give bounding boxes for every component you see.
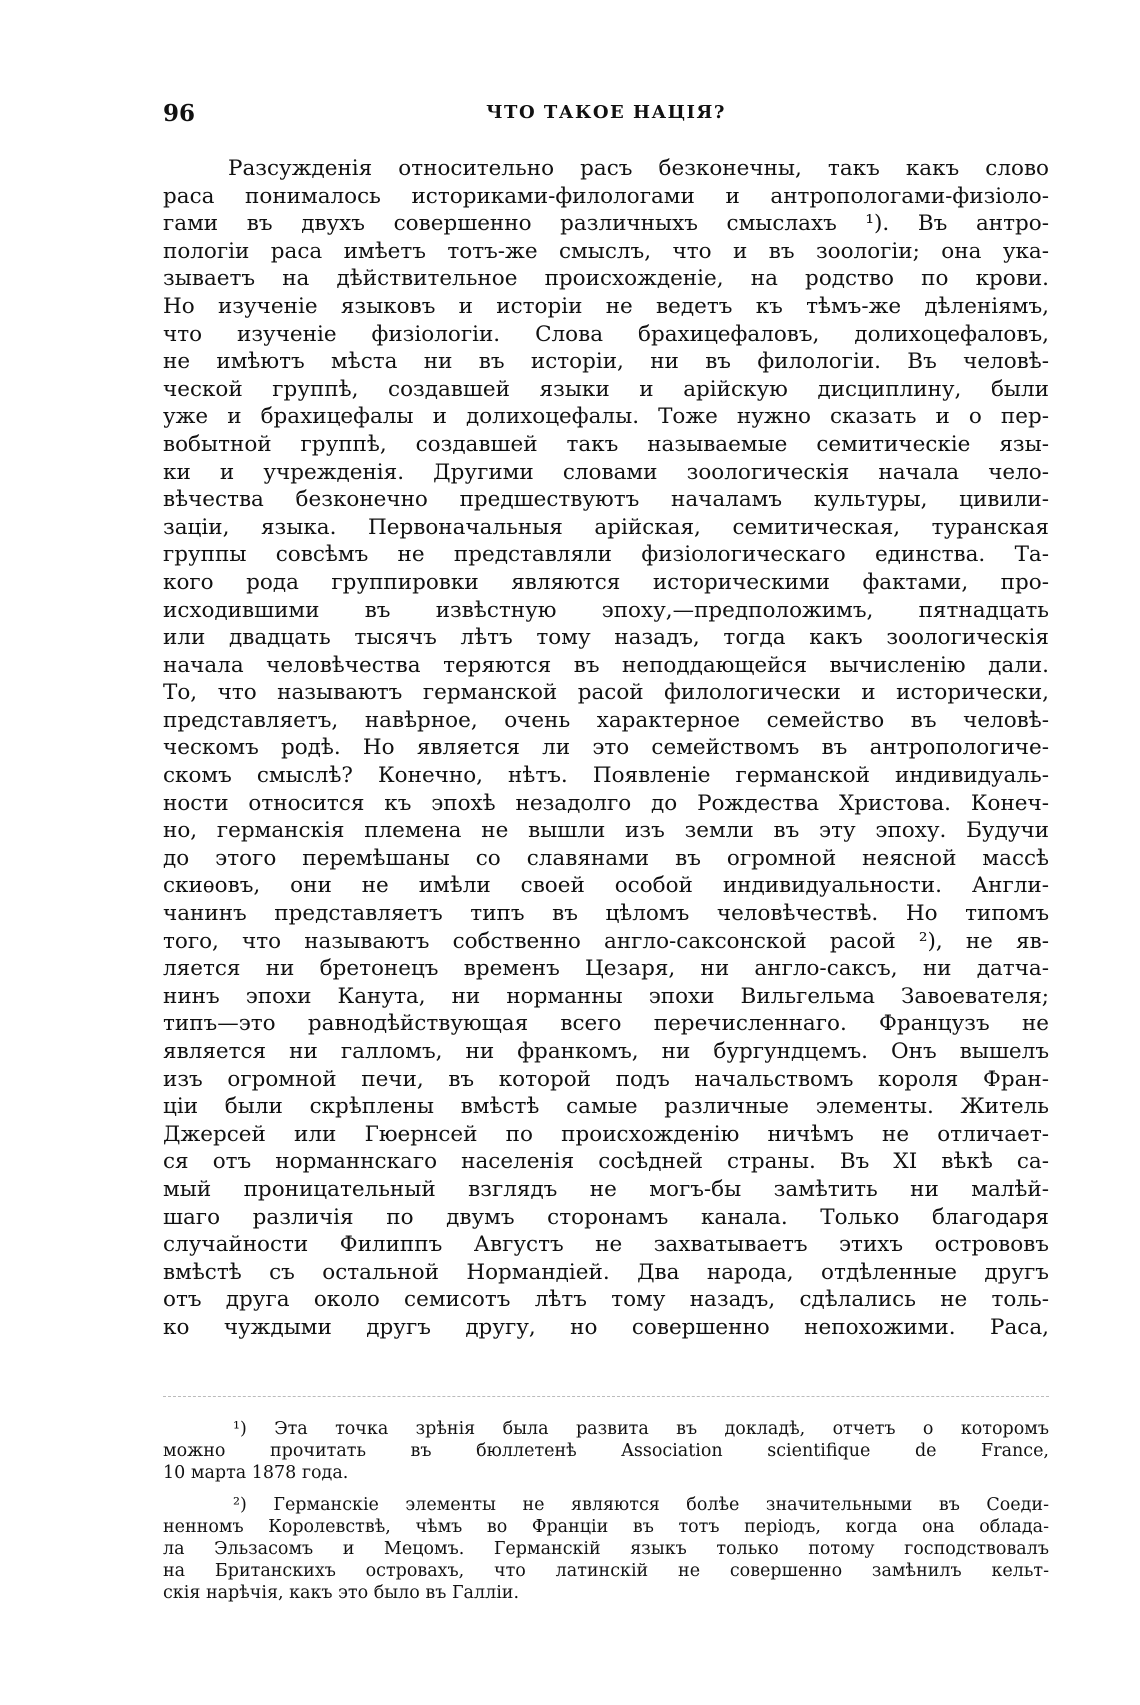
text-line: группы совсѣмъ не представляли физіологическаго единства. Та- (163, 542, 1049, 568)
footnote-divider (163, 1396, 1049, 1397)
text-line: исходившими въ извѣстную эпоху,—предположимъ, пятнадцать (163, 597, 1049, 623)
text-line: заціи, языка. Первоначальныя арійская, семитическая, туранская (163, 514, 1049, 540)
text-line: ко чуждыми другъ другу, но совершенно непохожими. Раса, (163, 1314, 1049, 1340)
text-line: зываетъ на дѣйствительное происхожденіе, на родство по крови. (163, 266, 1049, 292)
footnote-line: можно прочитать въ бюллетенѣ Association scientifique de France, (163, 1441, 1049, 1461)
text-line: случайности Филиппъ Августъ не захватываетъ этихъ острововъ (163, 1232, 1049, 1258)
text-line: вѣчества безконечно предшествуютъ началамъ культуры, цивили- (163, 487, 1049, 513)
page-header (163, 100, 1049, 134)
footnote-line: ла Эльзасомъ и Мецомъ. Германскій языкъ только потому господствовалъ (163, 1539, 1049, 1559)
text-line: того, что называютъ собственно англо-саксонской расой ²), не яв- (163, 928, 1049, 954)
text-line: ся отъ норманнскаго населенія сосѣдней страны. Въ XI вѣкѣ са- (163, 1149, 1049, 1175)
text-line: Джерсей или Гюернсей по происхожденію ничѣмъ не отличает- (163, 1121, 1049, 1147)
text-line: или двадцать тысячъ лѣтъ тому назадъ, тогда какъ зоологическія (163, 625, 1049, 651)
text-line: изъ огромной печи, въ которой подъ начальствомъ короля Фран- (163, 1066, 1049, 1092)
footnote-line: ¹) Эта точка зрѣнія была развита въ докладѣ, отчетъ о которомъ (233, 1419, 1049, 1439)
text-line: скомъ смыслѣ? Конечно, нѣтъ. Появленіе германской индивидуаль- (163, 763, 1049, 789)
text-line: является ни галломъ, ни франкомъ, ни бургундцемъ. Онъ вышелъ (163, 1039, 1049, 1064)
footnote-line: на Британскихъ островахъ, что латинскій не совершенно замѣнилъ кельт- (163, 1561, 1049, 1581)
footnote-line: 10 марта 1878 года. (163, 1463, 349, 1483)
footnote-line: ненномъ Королевствѣ, чѣмъ во Франціи въ тотъ періодъ, когда она облада- (163, 1517, 1049, 1537)
text-line: То, что называютъ германской расой филологически и исторически, (163, 680, 1049, 706)
text-line: не имѣютъ мѣста ни въ исторіи, ни въ филологіи. Въ человѣ- (163, 349, 1049, 375)
text-line: начала человѣчества теряются въ неподдающейся вычисленію дали. (163, 652, 1049, 678)
footnote-2 (163, 1494, 1049, 1604)
text-line: вмѣстѣ съ остальной Нормандіей. Два народа, отдѣленные другъ (163, 1259, 1049, 1285)
text-line: уже и брахицефалы и долихоцефалы. Тоже нужно сказать и о пер- (163, 404, 1049, 430)
text-line: вобытной группѣ, создавшей такъ называемые семитическіе язы- (163, 431, 1049, 457)
text-line: но, германскія племена не вышли изъ земли въ эту эпоху. Будучи (163, 818, 1049, 844)
text-line: кого рода группировки являются историческими фактами, про- (163, 569, 1049, 595)
body-text (163, 155, 1049, 1342)
text-line: ки и учрежденія. Другими словами зоологическія начала чело- (163, 459, 1049, 485)
text-line: скиѳовъ, они не имѣли своей особой индивидуальности. Англи- (163, 873, 1049, 899)
footnote-line: скія нарѣчія, какъ это было въ Галліи. (163, 1583, 520, 1603)
text-line: гами въ двухъ совершенно различныхъ смыслахъ ¹). Въ антро- (163, 211, 1049, 237)
text-line: ческомъ родѣ. Но является ли это семействомъ въ антропологиче- (163, 735, 1049, 761)
text-line: Но изученіе языковъ и исторіи не ведетъ къ тѣмъ-же дѣленіямъ, (163, 293, 1049, 319)
text-line: шаго различія по двумъ сторонамъ канала. Только благодаря (163, 1204, 1049, 1230)
text-line: ческой группѣ, создавшей языки и арійскую дисциплину, были (163, 376, 1049, 402)
text-line: ляется ни бретонецъ временъ Цезаря, ни англо-саксъ, ни датча- (163, 956, 1049, 982)
text-line: представляетъ, навѣрное, очень характерное семейство въ человѣ- (163, 707, 1049, 733)
text-line: нинъ эпохи Канута, ни норманны эпохи Вильгельма Завоевателя; (163, 983, 1049, 1009)
footnote-line: ²) Германскіе элементы не являются болѣе значительными въ Соеди- (233, 1495, 1049, 1515)
text-line: что изученіе физіологіи. Слова брахицефаловъ, долихоцефаловъ, (163, 321, 1049, 347)
text-line: ности относится къ эпохѣ незадолго до Рождества Христова. Конеч- (163, 790, 1049, 816)
text-line: отъ друга около семисотъ лѣтъ тому назадъ, сдѣлались не толь- (163, 1287, 1049, 1313)
running-title: ЧТО ТАКОЕ НАЦІЯ? (486, 102, 726, 123)
page-number: 96 (163, 100, 196, 127)
text-line: типъ—это равнодѣйствующая всего перечисленнаго. Французъ не (163, 1011, 1049, 1037)
text-line: пологіи раса имѣетъ тотъ-же смыслъ, что и въ зоологіи; она ука- (163, 238, 1049, 264)
text-line: раса понималось историками-филологами и антропологами-физіоло- (163, 183, 1049, 209)
text-line: мый проницательный взглядъ не могъ-бы замѣтить ни малѣй- (163, 1176, 1049, 1202)
text-line: до этого перемѣшаны со славянами въ огромной неясной массѣ (163, 845, 1049, 871)
text-line: ціи были скрѣплены вмѣстѣ самые различные элементы. Житель (163, 1094, 1049, 1120)
footnotes (163, 1418, 1049, 1604)
text-line: Разсужденія относительно расъ безконечны, такъ какъ слово (228, 156, 1049, 181)
text-line: чанинъ представляетъ типъ въ цѣломъ человѣчествѣ. Но типомъ (163, 901, 1049, 927)
footnote-1 (163, 1418, 1049, 1484)
